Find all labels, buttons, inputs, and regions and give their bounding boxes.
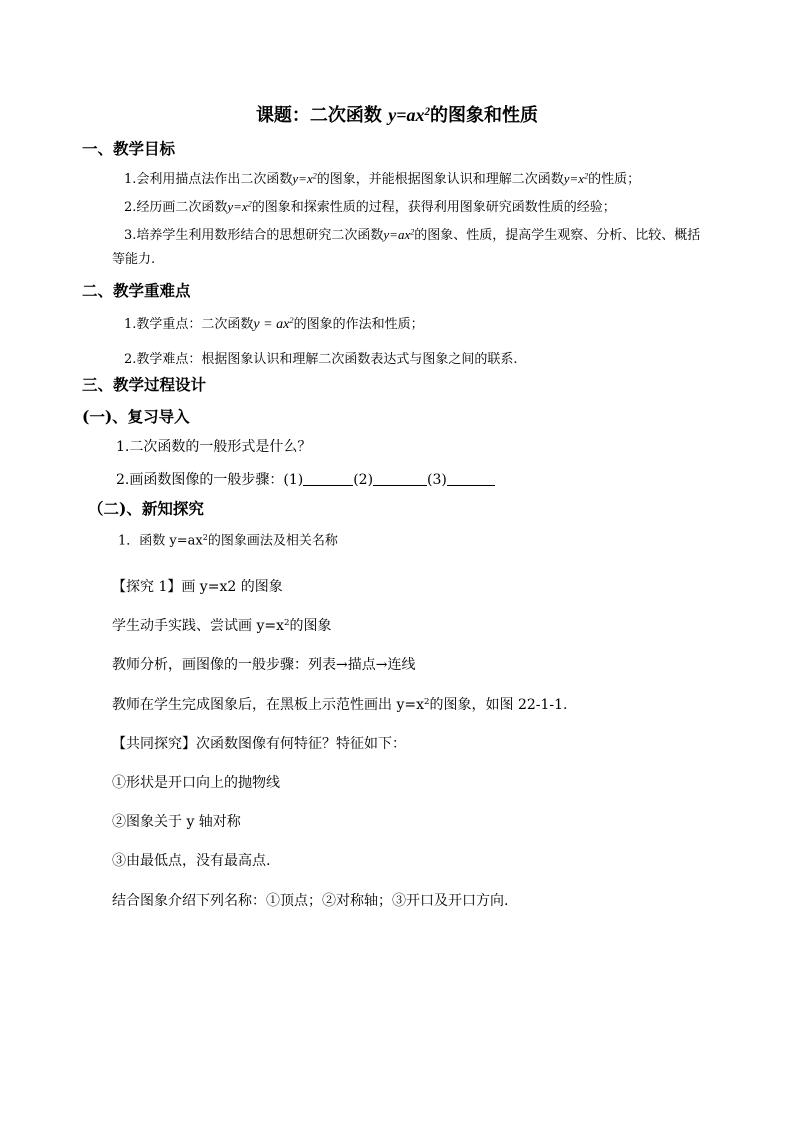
key-point-1-text-b: 的图象的作法和性质； bbox=[293, 316, 424, 332]
fill-blank-2[interactable] bbox=[373, 471, 427, 486]
subsection-heading-review: (一)、复习导入 bbox=[82, 407, 190, 426]
objective-1-formula-2 bbox=[564, 171, 588, 186]
formula-base: y=x bbox=[563, 171, 585, 186]
key-point-1-formula bbox=[253, 317, 293, 332]
formula-base: y = ax bbox=[253, 316, 290, 332]
formula-base: y=ax bbox=[383, 227, 411, 242]
subsection-heading-exploration: （二)、新知探究 bbox=[88, 499, 204, 518]
key-point-item-1 bbox=[124, 316, 424, 332]
section-heading-objectives: 一、教学目标 bbox=[82, 139, 176, 158]
section-heading-key-points: 二、教学重难点 bbox=[82, 281, 191, 300]
exploration-item-1-text-b: 的图象画法及相关名称 bbox=[207, 533, 338, 549]
objective-3-formula bbox=[383, 227, 414, 242]
exploration-paragraph-3: 教师分析，画图像的一般步骤：列表→描点→连线 bbox=[112, 657, 416, 673]
exploration-paragraph-4-text-a: 教师在学生完成图象后，在黑板上示范性画出 y=x bbox=[112, 697, 424, 713]
formula-exponent: 2 bbox=[584, 171, 589, 181]
exploration-paragraph-2-text-b: 的图象 bbox=[289, 618, 332, 634]
key-point-1-text-a: 1.教学重点：二次函数 bbox=[124, 316, 254, 332]
feature-item-2: ②图象关于 y 轴对称 bbox=[112, 814, 241, 830]
exploration-item-1-exponent: 2 bbox=[202, 533, 208, 542]
objective-item-1 bbox=[124, 172, 640, 186]
formula-exponent: 2 bbox=[312, 171, 317, 181]
exploration-item-1-text-a: 1．函数 y=ax bbox=[118, 533, 203, 549]
exploration-paragraph-2 bbox=[112, 619, 332, 633]
title-text-suffix: 的图象和性质 bbox=[430, 105, 539, 126]
title-formula bbox=[388, 105, 430, 125]
formula-exponent: 2 bbox=[289, 315, 294, 325]
review-question-2-text-a: 2.画函数图像的一般步骤：(1) bbox=[116, 472, 304, 488]
title-text: 课题：二次函数 bbox=[255, 105, 382, 126]
exploration-paragraph-4-text-b: 的图象，如图 22-1-1. bbox=[429, 697, 568, 713]
key-point-item-2: 2.教学难点：根据图象认识和理解二次函数表达式与图象之间的联系. bbox=[124, 352, 518, 367]
objective-2-text-b: 的图象和探索性质的过程，获得利用图象研究函数性质的经验； bbox=[251, 200, 616, 215]
exploration-paragraph-5: 【共同探究】次函数图像有何特征？特征如下： bbox=[112, 736, 406, 752]
review-question-2-text-b: (2) bbox=[353, 472, 374, 488]
objective-2-text-a: 2.经历画二次函数 bbox=[124, 200, 228, 215]
feature-item-1: ①形状是开口向上的抛物线 bbox=[112, 775, 280, 791]
exploration-paragraph-4-exponent: 2 bbox=[423, 697, 430, 708]
review-question-2 bbox=[116, 471, 495, 487]
objective-3-text-a: 3.培养学生利用数形结合的思想研究二次函数 bbox=[124, 228, 384, 243]
exploration-paragraph-1: 【探究 1】画 y=x2 的图象 bbox=[112, 579, 283, 595]
exploration-paragraph-2-exponent: 2 bbox=[284, 618, 290, 629]
objective-item-2 bbox=[124, 200, 616, 214]
formula-exponent: 2 bbox=[247, 199, 252, 209]
objective-item-3-continuation: 等能力. bbox=[112, 252, 156, 267]
objective-1-formula-1 bbox=[292, 171, 316, 186]
objective-1-text-a: 1.会利用描点法作出二次函数 bbox=[124, 172, 293, 187]
objective-2-formula bbox=[227, 199, 251, 214]
page-title bbox=[0, 106, 794, 125]
objective-1-text-c: 的性质； bbox=[588, 172, 641, 187]
feature-item-3: ③由最低点，没有最高点. bbox=[112, 853, 271, 869]
objective-1-text-b: 的图象，并能根据图象认识和理解二次函数 bbox=[316, 172, 564, 187]
objective-3-text-b: 的图象、性质，提高学生观察、分析、比较、概括 bbox=[414, 228, 701, 243]
fill-blank-3[interactable] bbox=[447, 471, 495, 486]
section-heading-process: 三、教学过程设计 bbox=[82, 375, 207, 394]
title-formula-base: y=ax bbox=[388, 105, 425, 125]
objective-item-3 bbox=[124, 228, 700, 242]
formula-exponent: 2 bbox=[410, 227, 415, 237]
formula-base: y=x bbox=[292, 171, 313, 186]
title-formula-exponent: 2 bbox=[424, 105, 431, 118]
exploration-paragraph-2-text-a: 学生动手实践、尝试画 y=x bbox=[112, 618, 284, 634]
review-question-1: 1.二次函数的一般形式是什么？ bbox=[116, 439, 312, 455]
review-question-2-text-c: (3) bbox=[427, 472, 447, 488]
exploration-paragraph-4 bbox=[112, 698, 568, 712]
formula-base: y=x bbox=[227, 199, 248, 214]
exploration-item-1 bbox=[118, 534, 338, 547]
fill-blank-1[interactable] bbox=[303, 471, 353, 486]
exploration-paragraph-9: 结合图象介绍下列名称：①顶点；②对称轴；③开口及开口方向. bbox=[112, 893, 509, 909]
